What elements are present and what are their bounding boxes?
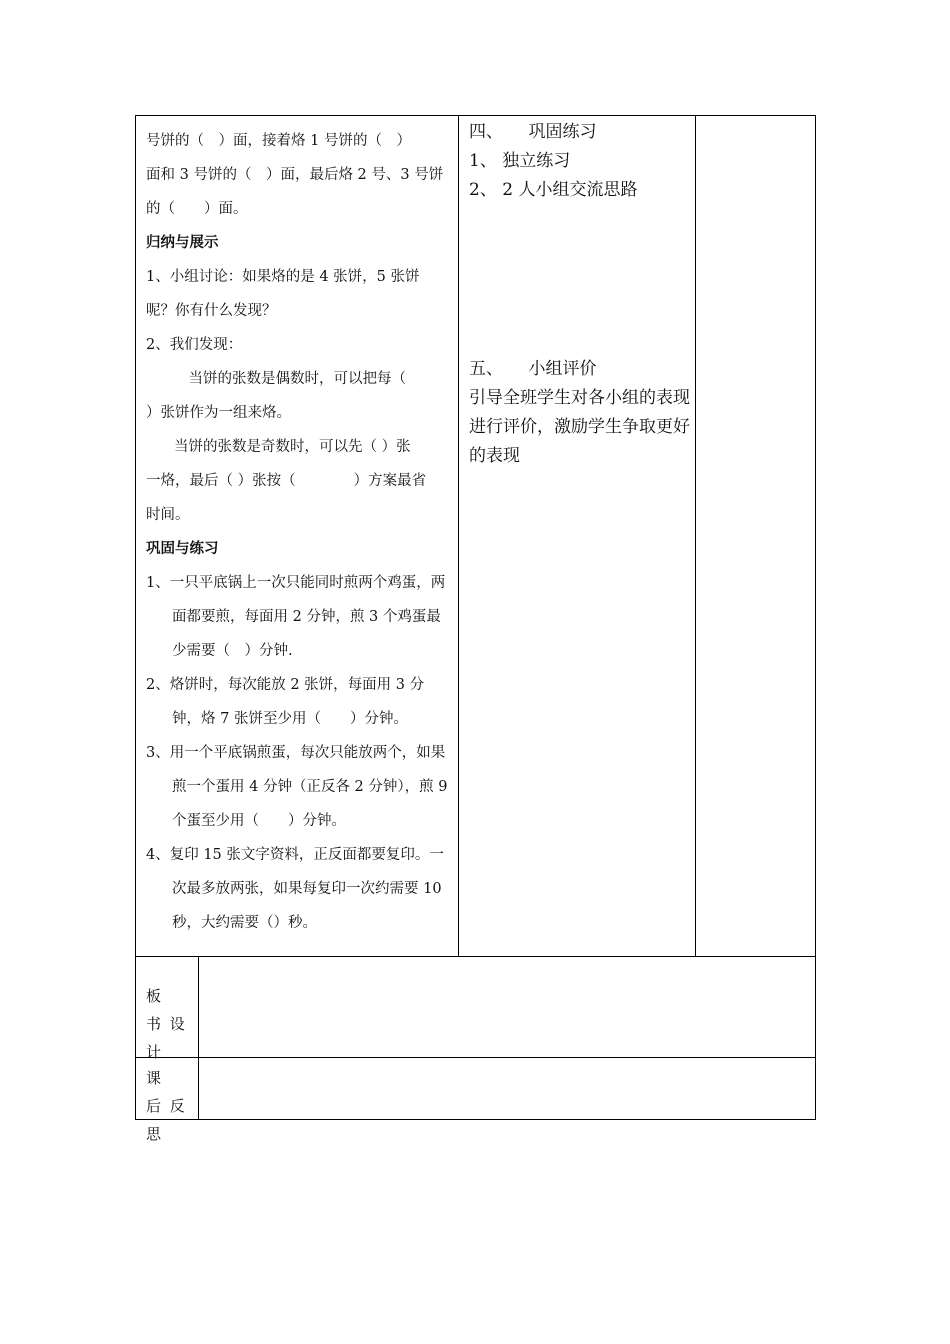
text-line: 时间。 [146,507,190,523]
column-divider [458,116,459,956]
text-line: 号饼的（ ）面，接着烙 1 号饼的（ ） [146,133,411,149]
section-heading: 巩固与练习 [146,541,219,557]
text-line: 1、小组讨论：如果烙的是 4 张饼，5 张饼 [146,269,420,285]
teacher-guidance-column [469,118,697,471]
text-line: 面和 3 号饼的（ ）面，最后烙 2 号、3 号饼 [146,167,444,183]
row-divider [136,1057,815,1058]
text-line: ）张饼作为一组来烙。 [146,405,291,421]
lesson-table [135,115,816,957]
exercise-item: 1、一只平底锅上一次只能同时煎两个鸡蛋，两面都要煎，每面用 2 分钟，煎 3 个鸡蛋最少需要（ ）分钟. [146,575,446,659]
activity-column [146,124,451,940]
text-line: 的（ ）面。 [146,201,248,217]
section-heading: 归纳与展示 [146,235,219,251]
section-heading: 五、 小组评价 [469,359,597,379]
text-line: 呢？你有什么发现？ [146,303,277,319]
paragraph: 引导全班学生对各小组的表现进行评价，激励学生争取更好的表现 [469,388,690,466]
text-line: 一烙，最后（ ）张按（ ）方案最省 [146,473,427,489]
exercise-item: 3、用一个平底锅煎蛋，每次只能放两个，如果煎一个蛋用 4 分钟（正反各 2 分钟），煎 9 个蛋至少用（ ）分钟。 [146,745,448,829]
exercise-item: 4、复印 15 张文字资料，正反面都要复印。一次最多放两张，如果每复印一次约需要 10 秒，大约需要（）秒。 [146,847,444,931]
list-item: 2、 2 人小组交流思路 [469,180,638,200]
reflection-label: 课 后 反 思 [146,1069,187,1143]
text-line: 2、我们发现： [146,337,243,353]
exercise-item: 2、烙饼时，每次能放 2 张饼，每面用 3 分钟，烙 7 张饼至少用（ ）分钟。 [146,677,425,727]
column-divider [198,956,199,1119]
text-line: 当饼的张数是偶数时，可以把每（ [174,371,406,387]
board-design-label: 板 书 设 计 [146,987,187,1061]
spacer [469,205,697,355]
lesson-table-footer [135,956,816,1143]
section-heading: 四、 巩固练习 [469,122,597,142]
list-item: 1、 独立练习 [469,151,571,171]
text-line: 当饼的张数是奇数时，可以先（ ）张 [174,439,411,455]
